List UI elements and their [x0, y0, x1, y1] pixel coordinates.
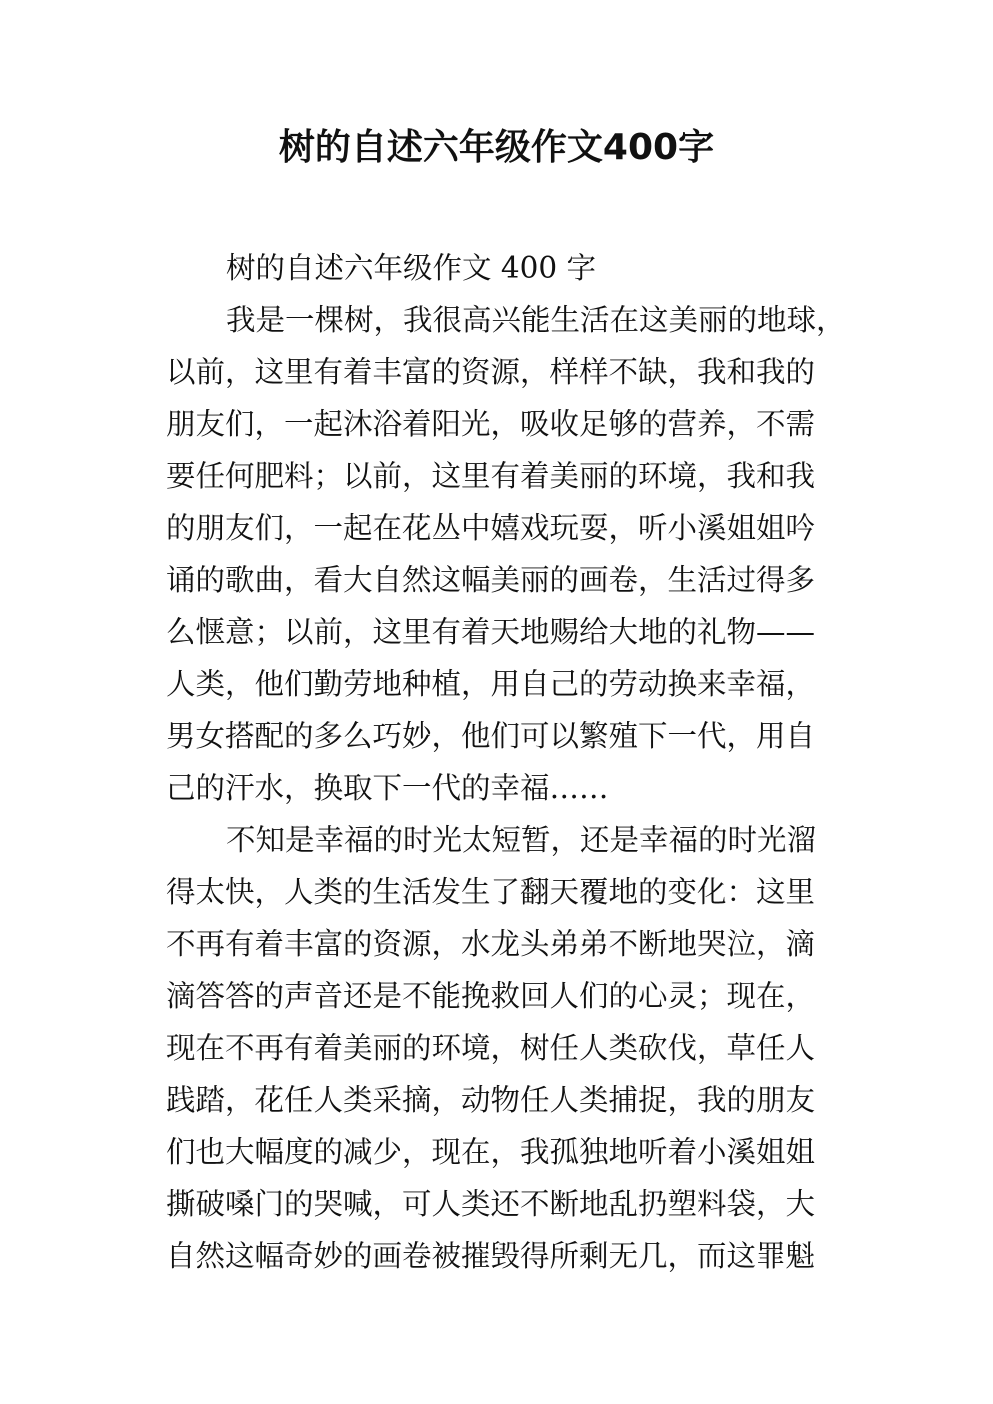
text-line: 树的自述六年级作文 400 字: [226, 251, 597, 285]
text-line: 诵的歌曲，看大自然这幅美丽的画卷，生活过得多: [166, 563, 816, 597]
document-title: 树的自述六年级作文400字: [278, 127, 715, 168]
text-line: 人类，他们勤劳地种植，用自己的劳动换来幸福，: [166, 667, 816, 701]
text-line: 撕破嗓门的哭喊，可人类还不断地乱扔塑料袋，大: [166, 1187, 816, 1221]
text-line: 滴答答的声音还是不能挽救回人们的心灵；现在，: [166, 979, 816, 1013]
text-line: 们也大幅度的减少，现在，我孤独地听着小溪姐姐: [166, 1135, 816, 1169]
text-line: 么惬意；以前，这里有着天地赐给大地的礼物——: [166, 615, 816, 649]
text-line: 己的汗水，换取下一代的幸福……: [166, 771, 609, 805]
text-line: 以前，这里有着丰富的资源，样样不缺，我和我的: [166, 355, 816, 389]
text-line: 我是一棵树，我很高兴能生活在这美丽的地球，: [226, 303, 846, 337]
text-line: 不知是幸福的时光太短暂，还是幸福的时光溜: [226, 823, 817, 857]
text-line: 不再有着丰富的资源，水龙头弟弟不断地哭泣，滴: [166, 927, 816, 961]
text-line: 现在不再有着美丽的环境，树任人类砍伐，草任人: [166, 1031, 816, 1065]
text-line: 要任何肥料；以前，这里有着美丽的环境，我和我: [166, 459, 816, 493]
text-line: 朋友们，一起沐浴着阳光，吸收足够的营养，不需: [166, 407, 816, 441]
text-line: 的朋友们，一起在花丛中嬉戏玩耍，听小溪姐姐吟: [166, 511, 816, 545]
text-line: 得太快，人类的生活发生了翻天覆地的变化：这里: [166, 875, 816, 909]
text-line: 践踏，花任人类采摘，动物任人类捕捉，我的朋友: [166, 1083, 816, 1117]
text-line: 男女搭配的多么巧妙，他们可以繁殖下一代，用自: [166, 719, 816, 753]
text-line: 自然这幅奇妙的画卷被摧毁得所剩无几，而这罪魁: [166, 1239, 816, 1273]
document-body: [166, 242, 846, 1282]
